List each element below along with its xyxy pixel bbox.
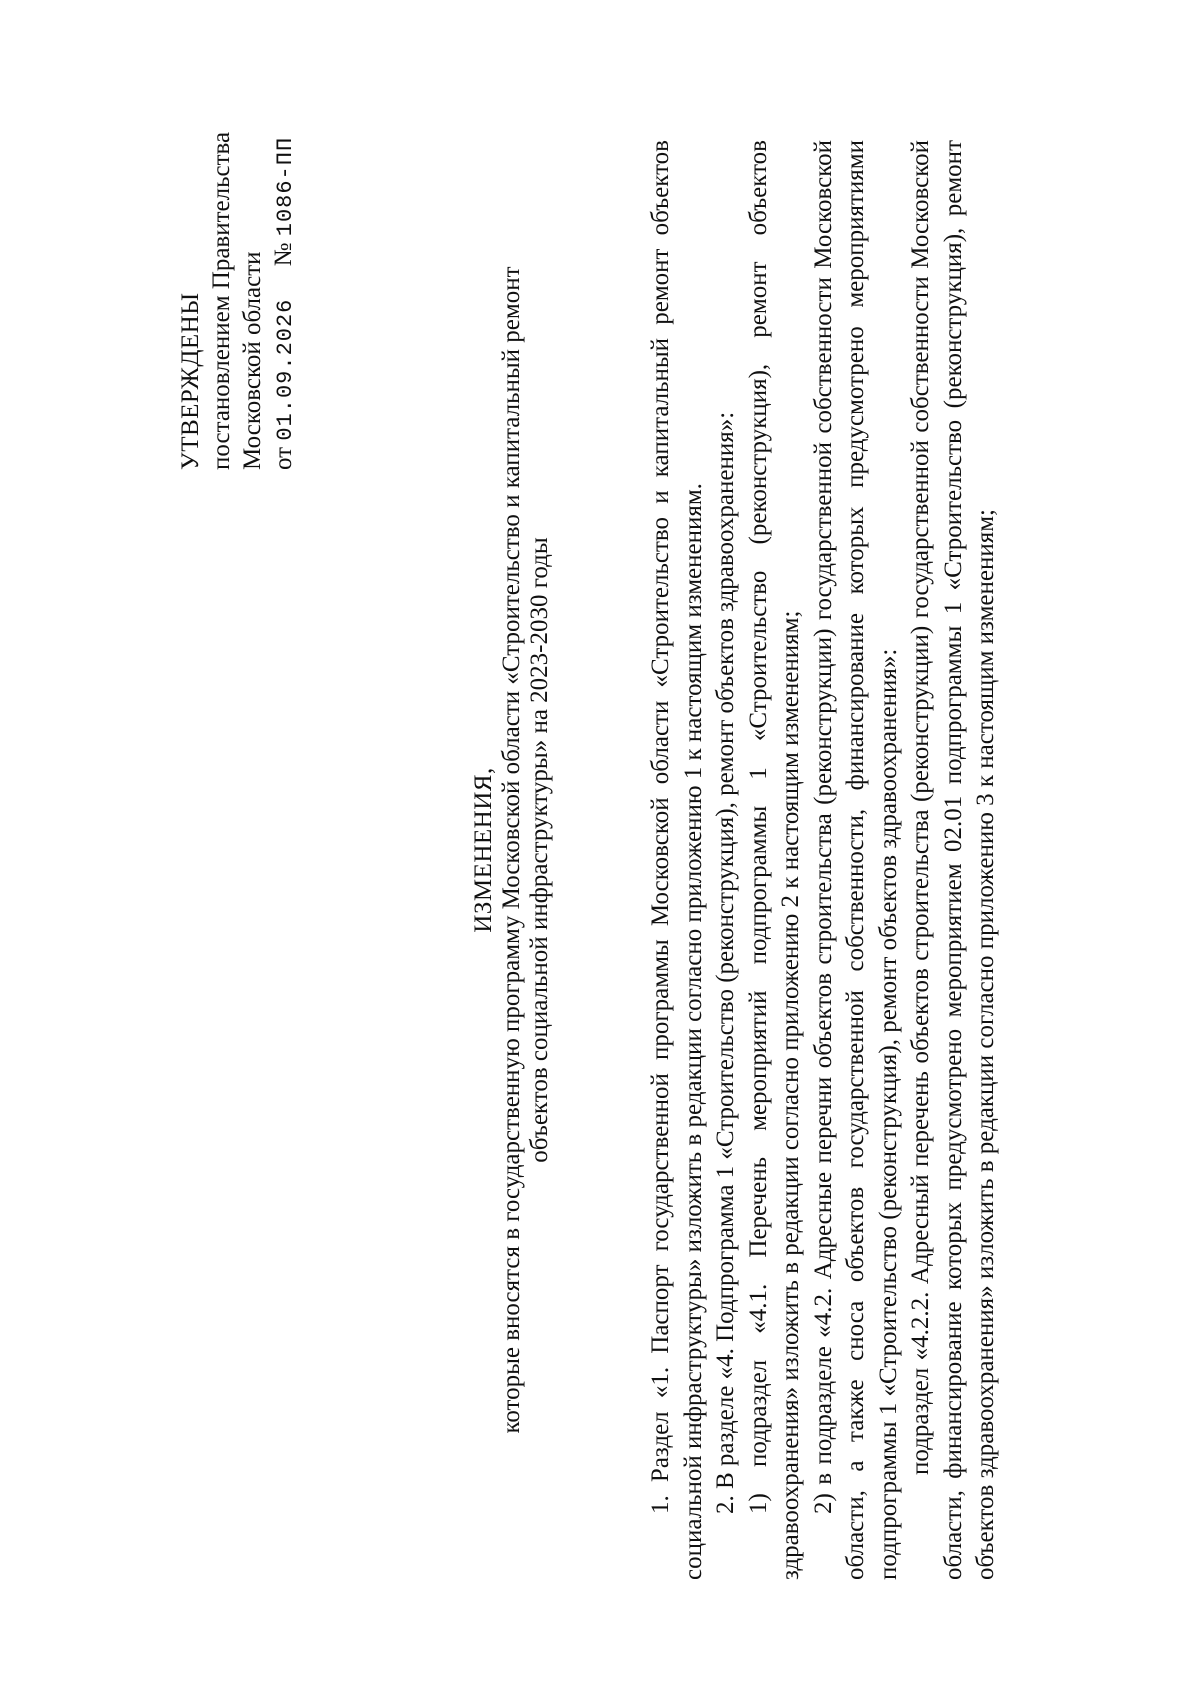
approval-date: 01.09.2026 (273, 298, 298, 441)
paragraph-2-item-2: 2) в подразделе «4.2. Адресные перечни объектов строительства (реконструкции) государственной собственности Московской области, а также сноса объектов государственной собственности, финансирование которых предусмотрено мероприятиями подпрограммы 1 «Строительство (реконструкция), ремонт объектов здравоохранения»: (809, 140, 902, 1580)
approval-stamp (175, 50, 301, 470)
paragraph-2-item-2-subsection: подраздел «4.2.2. Адресный перечень объектов строительства (реконструкции) государственной собственности Московской области, финансирование которых предусмотрено мероприятием 02.01 подпрограммы 1 «Строительство (реконструкция), ремонт объектов здравоохранения» изложить в редакции согласно приложению 3 к настоящим изменениям; (907, 140, 999, 1580)
document-title-block (470, 140, 554, 1560)
paragraph-1: 1. Раздел «1. Паспорт государственной программы Московской области «Строительство и капитальный ремонт объектов социальной инфраструктуры» изложить в редакции согласно приложению 1 к настоящим изменениям. (647, 140, 707, 1580)
paragraph-2: 2. В разделе «4. Подпрограмма 1 «Строительство (реконструкция), ремонт объектов здравоохранения»: (712, 411, 739, 1514)
document-subtitle-line-2: объектов социальной инфраструктуры» на 2023-2030 годы (526, 537, 553, 1163)
approval-date-prefix: от (270, 446, 297, 470)
document-title: ИЗМЕНЕНИЯ, (470, 767, 497, 933)
document-body (645, 140, 1003, 1580)
document-subtitle-line-1: которые вносятся в государственную программу Московской области «Строительство и капитальный ремонт (498, 266, 525, 1434)
approval-number-sign: № (270, 242, 297, 267)
approval-line-2: Московской области (239, 251, 266, 470)
approval-line-1: постановлением Правительства (208, 131, 235, 470)
approval-heading: УТВЕРЖДЕНЫ (177, 292, 204, 470)
rotated-document-sheet (0, 40, 1100, 1640)
approval-number: 1086-ПП (273, 136, 298, 237)
paragraph-2-item-1: 1) подраздел «4.1. Перечень мероприятий подпрограммы 1 «Строительство (реконструкция), ремонт объектов здравоохранения» изложить в редакции согласно приложению 2 к настоящим изменениям; (744, 140, 804, 1580)
approval-date-line (268, 50, 301, 470)
